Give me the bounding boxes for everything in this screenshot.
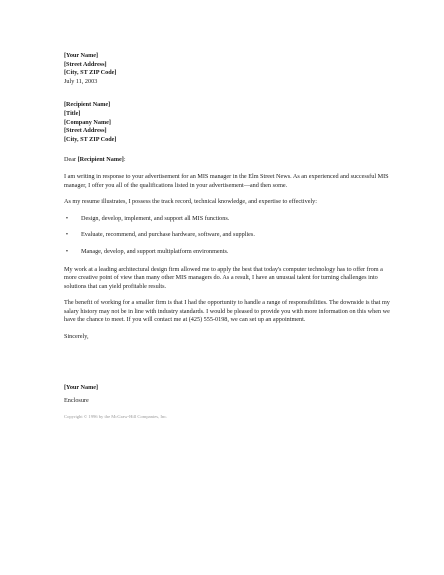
salutation-prefix: Dear <box>64 156 78 164</box>
recipient-company: [Company Name] <box>64 118 111 126</box>
sender-street: [Street Address] <box>64 60 107 68</box>
body-paragraph-intro: I am writing in response to your advertisement for an MIS manager in the Elm Street News. As an experienced and successful MIS manager, I offer you all of the qualifications listed in your advertisement—and then some. <box>64 172 389 189</box>
recipient-title: [Title] <box>64 109 81 117</box>
letter-date: July 11, 2003 <box>64 77 98 85</box>
signature-name: [Your Name] <box>64 383 99 391</box>
recipient-street: [Street Address] <box>64 127 107 135</box>
sender-name: [Your Name] <box>64 52 99 59</box>
enclosure-note: Enclosure <box>64 397 89 405</box>
copyright-notice: Copyright © 1996 by the McGraw-Hill Companies, Inc. <box>64 413 168 419</box>
body-paragraph-qualifications: As my resume illustrates, I possess the track record, technical knowledge, and expertise to effectively: <box>64 198 317 206</box>
salutation-name: [Recipient Name] <box>77 156 124 164</box>
list-item-text: Manage, develop, and support multiplatform environments. <box>81 247 229 255</box>
bullet-icon: • <box>65 231 69 239</box>
list-item <box>64 248 394 257</box>
qualifications-list <box>64 215 394 257</box>
body-paragraph-experience: My work at a leading architectural design firm allowed me to apply the best that today's computer technology has to offer from a more creative point of view than many other MIS managers do. As a result, I have an unusual talent for turning challenges into solutions that can yield profitable results. <box>64 265 383 290</box>
recipient-address-block <box>64 101 394 144</box>
recipient-city: [City, ST ZIP Code] <box>64 135 117 143</box>
salutation <box>64 156 394 165</box>
sender-address-block <box>64 52 394 86</box>
list-item <box>64 215 394 224</box>
list-item <box>64 231 394 240</box>
salutation-suffix: : <box>123 156 126 164</box>
list-item-text: Design, develop, implement, and support all MIS functions. <box>81 214 230 222</box>
bullet-icon: • <box>65 214 69 222</box>
valediction: Sincerely, <box>64 333 89 341</box>
recipient-name: [Recipient Name] <box>64 101 111 109</box>
list-item-text: Evaluate, recommend, and purchase hardware, software, and supplies. <box>81 231 255 239</box>
letter-body <box>64 52 394 420</box>
sender-city: [City, ST ZIP Code] <box>64 69 117 77</box>
bullet-icon: • <box>65 247 69 255</box>
body-paragraph-salary: The benefit of working for a smaller firm is that I had the opportunity to handle a range of responsibilities. The downside is that my salary history may not be in line with industry standards. I would be pleased to provide you with more information on this when we have the chance to meet. If you will contact me at (425) 555-0198, we can set up an appointment. <box>64 299 390 324</box>
